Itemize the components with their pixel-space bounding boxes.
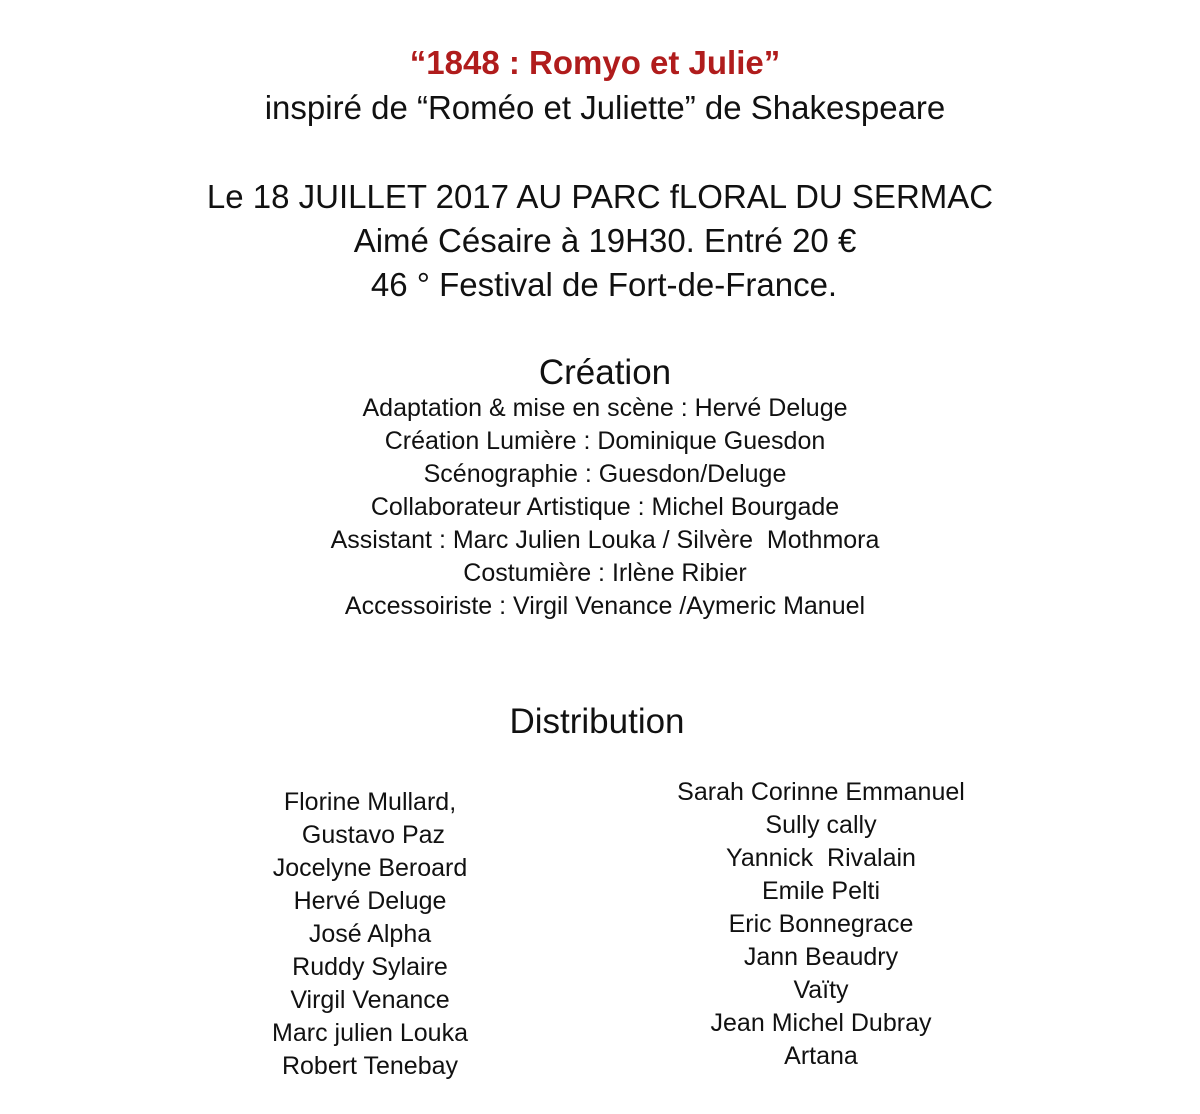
cast-member: Ruddy Sylaire <box>292 953 448 981</box>
credit-line: Costumière : Irlène Ribier <box>463 559 747 587</box>
event-time-price: Aimé Césaire à 19H30. Entré 20 € <box>353 222 857 259</box>
cast-member: Virgil Venance <box>290 986 450 1014</box>
cast-member: Eric Bonnegrace <box>728 910 914 938</box>
cast-member: Gustavo Paz <box>294 821 446 849</box>
show-subtitle: inspiré de “Roméo et Juliette” de Shakespeare <box>264 89 946 126</box>
credit-line: Création Lumière : Dominique Guesdon <box>384 427 826 455</box>
cast-member: Emile Pelti <box>761 877 881 905</box>
event-date-venue: Le 18 JUILLET 2017 AU PARC fLORAL DU SERMAC <box>206 178 994 215</box>
credit-line: Assistant : Marc Julien Louka / Silvère Mothmora <box>330 526 880 554</box>
cast-member: Sarah Corinne Emmanuel <box>677 778 965 806</box>
cast-member: Yannick Rivalain <box>726 844 916 872</box>
cast-member: Sully cally <box>765 811 877 839</box>
cast-member: Vaïty <box>793 976 849 1004</box>
credit-line: Collaborateur Artistique : Michel Bourgade <box>370 493 840 521</box>
cast-member: José Alpha <box>308 920 432 948</box>
credit-line: Accessoiriste : Virgil Venance /Aymeric Manuel <box>344 592 866 620</box>
event-festival: 46 ° Festival de Fort-de-France. <box>370 266 838 303</box>
cast-member: Hervé Deluge <box>293 887 447 915</box>
cast-member: Jann Beaudry <box>743 943 899 971</box>
cast-member: Jean Michel Dubray <box>710 1009 932 1037</box>
cast-member: Artana <box>784 1042 858 1070</box>
show-title: “1848 : Romyo et Julie” <box>409 44 781 81</box>
distribution-heading: Distribution <box>509 702 685 741</box>
credit-line: Adaptation & mise en scène : Hervé Deluge <box>362 394 848 422</box>
cast-member: Robert Tenebay <box>281 1052 459 1080</box>
cast-member: Marc julien Louka <box>272 1019 468 1047</box>
cast-member: Jocelyne Beroard <box>272 854 468 882</box>
creation-heading: Création <box>538 353 672 392</box>
credit-line: Scénographie : Guesdon/Deluge <box>423 460 787 488</box>
cast-member: Florine Mullard, <box>283 788 457 816</box>
